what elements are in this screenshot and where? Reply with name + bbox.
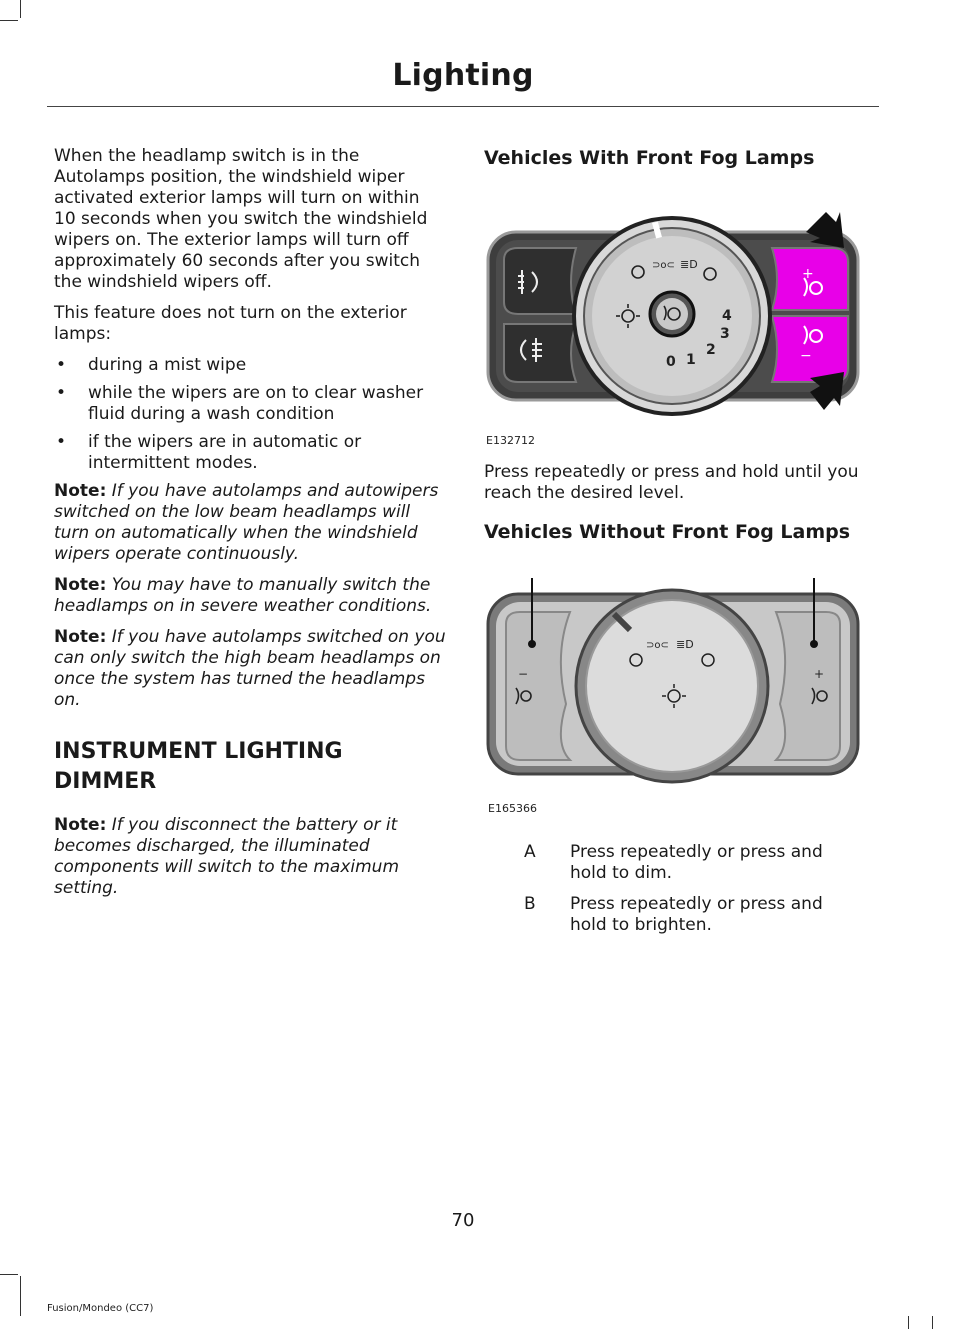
svg-text:0: 0 [666, 354, 676, 370]
paragraph: When the headlamp switch is in the Autolamps position, the windshield wiper activated exterior lamps will turn on within 10 seconds when you switch the windshield wipers on. The exterior lamps will turn off approximately 60 seconds after you switch the windshield wipers off. [54, 146, 428, 292]
crop-mark [20, 1276, 21, 1316]
fog-switch-illustration [484, 192, 864, 432]
left-column [54, 146, 446, 909]
figure-no-fog-lamp-switch [484, 574, 864, 815]
svg-text:−: − [800, 348, 812, 364]
note: Note: If you have autolamps switched on you can only switch the high beam headlamps on once the system has turned the headlamps on. [54, 627, 446, 710]
list-item: • while the wipers are on to clear washer fluid during a wash condition [56, 383, 424, 424]
svg-text:⊃o⊂: ⊃o⊂ [646, 640, 669, 651]
dimmer-dim-button[interactable] [506, 612, 570, 760]
note: Note: If you have autolamps and autowipers switched on the low beam headlamps will turn on automatically when the windshield wipers operate continuously. [54, 481, 439, 564]
subsection-heading: Vehicles With Front Fog Lamps [484, 147, 815, 169]
figure-code: E165366 [488, 802, 537, 815]
svg-text:⊃o⊂: ⊃o⊂ [652, 260, 675, 271]
arrow-up-icon [810, 372, 844, 410]
svg-text:2: 2 [706, 342, 716, 358]
list-item: • during a mist wipe [56, 355, 247, 375]
svg-text:≣D: ≣D [680, 258, 698, 271]
svg-text:1: 1 [686, 352, 696, 368]
svg-text:−: − [518, 667, 529, 681]
page-title: Lighting [392, 58, 534, 93]
legend [484, 842, 876, 936]
paragraph: This feature does not turn on the exterior lamps: [54, 303, 407, 344]
section-heading: INSTRUMENT LIGHTING DIMMER [54, 739, 343, 794]
svg-text:≣D: ≣D [676, 638, 694, 651]
svg-text:4: 4 [722, 308, 732, 324]
figure-fog-lamp-switch [484, 192, 864, 447]
svg-text:+: + [814, 667, 825, 681]
right-column [484, 146, 876, 946]
svg-text:3: 3 [720, 326, 730, 342]
svg-text:+: + [802, 266, 814, 282]
bullet-list [54, 355, 446, 474]
note: Note: You may have to manually switch the headlamps on in severe weather conditions. [54, 575, 432, 616]
crop-mark [20, 0, 21, 18]
header-divider [47, 106, 879, 107]
instruction-text: Press repeatedly or press and hold until you reach the desired level. [484, 462, 859, 503]
footer-text: Fusion/Mondeo (CC7) [47, 1303, 154, 1314]
crop-mark [908, 1316, 909, 1329]
note: Note: If you disconnect the battery or it becomes discharged, the illuminated components will switch to the maximum setting. [54, 815, 400, 898]
no-fog-switch-illustration [484, 574, 864, 804]
crop-mark [0, 1274, 18, 1275]
legend-item: A Press repeatedly or press and hold to dim. [524, 842, 823, 883]
crop-mark [0, 20, 18, 21]
legend-item: B Press repeatedly or press and hold to brighten. [524, 894, 823, 935]
figure-code: E132712 [486, 434, 535, 447]
list-item: • if the wipers are in automatic or intermittent modes. [56, 432, 362, 473]
dimmer-brighten-button[interactable] [776, 612, 840, 760]
subsection-heading: Vehicles Without Front Fog Lamps [484, 521, 851, 543]
crop-mark [932, 1316, 933, 1329]
page-number: 70 [451, 1210, 475, 1231]
